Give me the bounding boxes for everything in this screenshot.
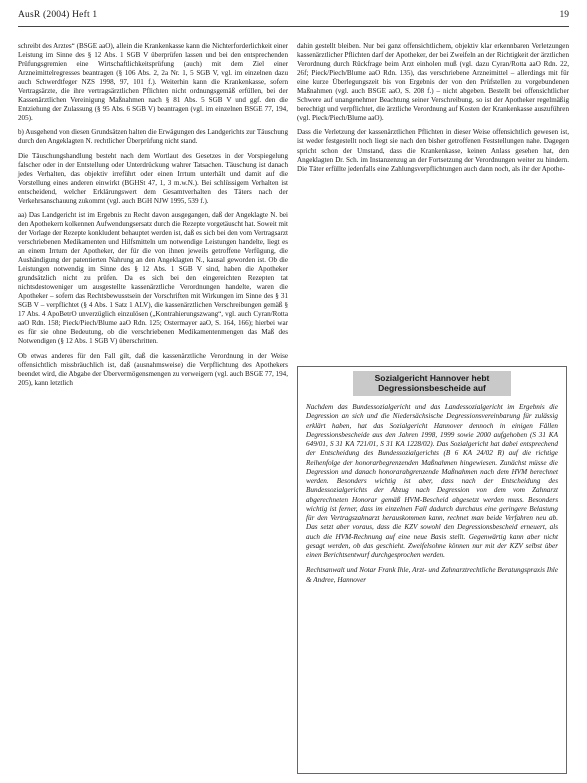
body-paragraph: schreibt des Arztes“ (BSGE aaO), allein die Krankenkasse kann die Nichterforderlichkeit einer Leistung im Sinne des § 12 Abs. 1 SGB V überprüfen lassen und bei den entsprechenden Prüfungsgremien eine Wirtschaftlichkeitsprüfung (auch) mit dem Ziel einer Arzneimittelregresses beantragen (§ 106 Abs. 2, 2a Nr. 1, 5 SGB V, vgl. im einzelnen dazu auch Schwerdtfeger NZS 1998, 97, 101 f.). Weiterhin kann die Krankenkasse, sofern Vertragsärzte, die ihre vertragsärztlichen Pflichten nicht ordnungsgemäß erfüllen, bei der Kassenärztlichen Vereinigung Maßnahmen nach § 81 Abs. 5 SGB V und ggf. den die Entziehung der Zulassung (§ 95 Abs. 6 SGB V) beantragen (vgl. im einzelnen BSGE 77, 194, 205). [18,42,288,123]
right-column [297,42,569,179]
box-author: Rechtsanwalt und Notar Frank Ihle, Arzt- und Zahnarztrechtliche Beratungspraxis Ihle & Andree, Hannover [306,566,558,584]
body-paragraph: dahin gestellt bleiben. Nur bei ganz offensichtlichem, objektiv klar erkennbaren Verletzungen kassenärztlicher Pflichten darf der Apotheker, der bei Zweifeln an der Richtigkeit der ärztlichen Verordnung durch Rückfrage beim Arzt einholen muß (vgl. dazu Cyran/Rotta aaO Rdn. 22, 26f; Pieck/Piech/Blume aaO Rdn. 135), das verschriebene Arzneimittel – allerdings mit für eine kurze Überlegungszeit bis von Ergebnis der von den Prüfstellen zu vorgebundenen Maßnahmen (vgl. auch BSGE aaO, S. 208 f.) – nicht abgeben. Bestellt bei offensichtlicher Schwere auf unangenehmer Beachtung seiner Verschreibung, so ist der Apotheker regelmäßig berechtigt und verpflichtet, die ärztliche Verordnung auf Kosten der Krankenkasse auszuführen (vgl. Pieck/Piech/Blume aaO). [297,42,569,123]
box-title-banner [353,371,511,396]
body-paragraph: Ob etwas anderes für den Fall gilt, daß die kassenärztliche Verordnung in der Weise offensichtlich missbräuchlich ist, daß (ausnahmsweise) die Verpflichtung des Apothekers beendet wird, die Abgabe der Übervermögensmengen zu verweigern (vgl. auch BSGE 77, 194, 205), kann letztlich [18,351,288,387]
body-paragraph: b) Ausgehend von diesen Grundsätzen halten die Erwägungen des Landgerichts zur Täuschung durch den Angeklagten N. rechtlicher Überprüfung nicht stand. [18,128,288,146]
box-title-line: Degressionsbescheide auf [378,383,486,393]
box-title-line: Sozialgericht Hannover hebt [374,373,490,383]
page-number: 19 [559,10,569,20]
left-column [18,42,288,393]
body-paragraph: Die Täuschungshandlung besteht nach dem Wortlaut des Gesetzes in der Vorspiegelung falscher oder in der Entstellung oder Unterdrückung wahrer Tatsachen. Täuschung ist danach jedes Verhalten, das objektiv irreführt oder einen Irrtum unterhält und damit auf die Vorstellung eines anderen einwirkt (BGHSt 47, 1, 3 m.w.N.). Bei schlüssigem Verhalten ist entscheidend, welcher Erklärungswert dem Gesamtverhalten des Täters nach der Verkehrsanschauung zukommt (vgl. auch BGH NJW 1995, 539 f.). [18,151,288,205]
page-header [18,10,569,28]
header-rule [18,26,569,27]
journal-reference: AusR (2004) Heft 1 [18,10,98,20]
box-paragraph: Nachdem das Bundessozialgericht und das Landessozialgericht im Ergebnis die Degression an sich und die Niedersächsische Degressionsvereinbarung für zulässig erklärt haben, hat das Sozialgericht Hannover dennoch in einigen Fällen Degressionsbescheide aus den Jahren 1998, 1999 sowie 2000 aufgehoben (S 31 KA 649/01, S 31 KA 721/01, S 31 KA 1228/02). Das Sozialgericht hat dabei entsprechend der Entscheidung des Bundessozialgerichts (B 6 KA 24/02 R) auf die richtige Reihenfolge der honorarbegrenzenden Maßnahmen hingewiesen. Zunächst müsse die Degression und danach honorarabgrenzende Maßnahmen nach dem HVM berechnet werden. Besonders wichtig ist aber, dass nach der Entscheidung des Bundessozialgerichts der Abzug nach Degression von dem vom Zahnarzt abgerechneten Honorar gemäß HVM-Bescheid abgesetzt werden muss. Besonders wichtig ist ferner, dass im einzelnen Fall dadurch durchaus eine geringere Belastung für den Vertragszahnarzt herauskommen kann, rechnet man beide Verfahren neu ab. Das setzt aber voraus, dass die KZV sowohl den Degressionsbescheid erneuert, als auch die HVM-Rechnung auf eine neue Basis stellt. Gegenwärtig kann aber nicht gesagt werden, ob das geschieht. Zweifelsohne können nur mit der KZV selbst über einen Berichtsentwurf durchgesprochen werden. [306,403,558,559]
box-body [298,396,566,585]
sidebar-news-box [297,366,567,774]
body-paragraph: aa) Das Landgericht ist im Ergebnis zu Recht davon ausgegangen, daß der Angeklagte N. bei den Apothekern kolkennen Aufwendungsersatz durch die Rezepte vorgetäuscht hat. Soweit mit der Vorlage der Rezepte konkludent behauptet werden ist, daß es sich bei den vom Vertragsarzt verschriebenen Medikamenten und Hilfsmitteln um notwendige Leistungen handelte, liegt es an einem Irrtum der Apotheker, der für die von ihnen jeweils getroffene Verfügung, die Aushändigung der patentierten Nahrung an den Angeklagten N., kausal geworden ist. Ob die Leistungen notwendig im Sinne des § 12 Abs. 1 SGB V sind, haben die Apotheker grundsätzlich nicht zu prüfen. Da es sich bei den eingereichten Rezepten tat nichtsdestoweniger um ausgestellte kassenärztliche Verordnungen handelte, waren die Apotheker – sofern das Rechtsbewusstsein der Vorschriften mit Wirkungen im Sinne des § 31 SGB V – verpflichtet (§ 4 Abs. 1 Satz 1 ALV), die kassenärztlichen Verschreibungen gemäß § 17 Abs. 4 ApoBetrO unverzüglich einzulösen („Kontrahierungszwang“, vgl. auch Cyran/Rotta aaO Rdn. 158; Pieck/Piech/Blume aaO Rdn. 125; Ostermayer aaO, S. 164, 166); hierbei war es für sie ohne Bedeutung, ob die verschriebenen Medikamentenmengen das Maß des Notwendigen (§ 12 Abs. 1 SGB V) überschritten. [18,210,288,346]
body-paragraph: Dass die Verletzung der kassenärztlichen Pflichten in dieser Weise offensichtlich gewesen ist, ist weder festgestellt noch liegt sie nach den bisher getroffenen Feststellungen nahe. Dagegen spricht schon der Umstand, dass die Krankenkasse, keinen Anlass gesehen hat, den Angeklagten Dr. Sch. im Instanzenzug an der Fortsetzung der Verordnungen weiter zu hindern. Die Täter erfüllte jedenfalls eine Zahlungsverpflichtungen auch dann noch, als ihr der Apothe- [297,128,569,173]
